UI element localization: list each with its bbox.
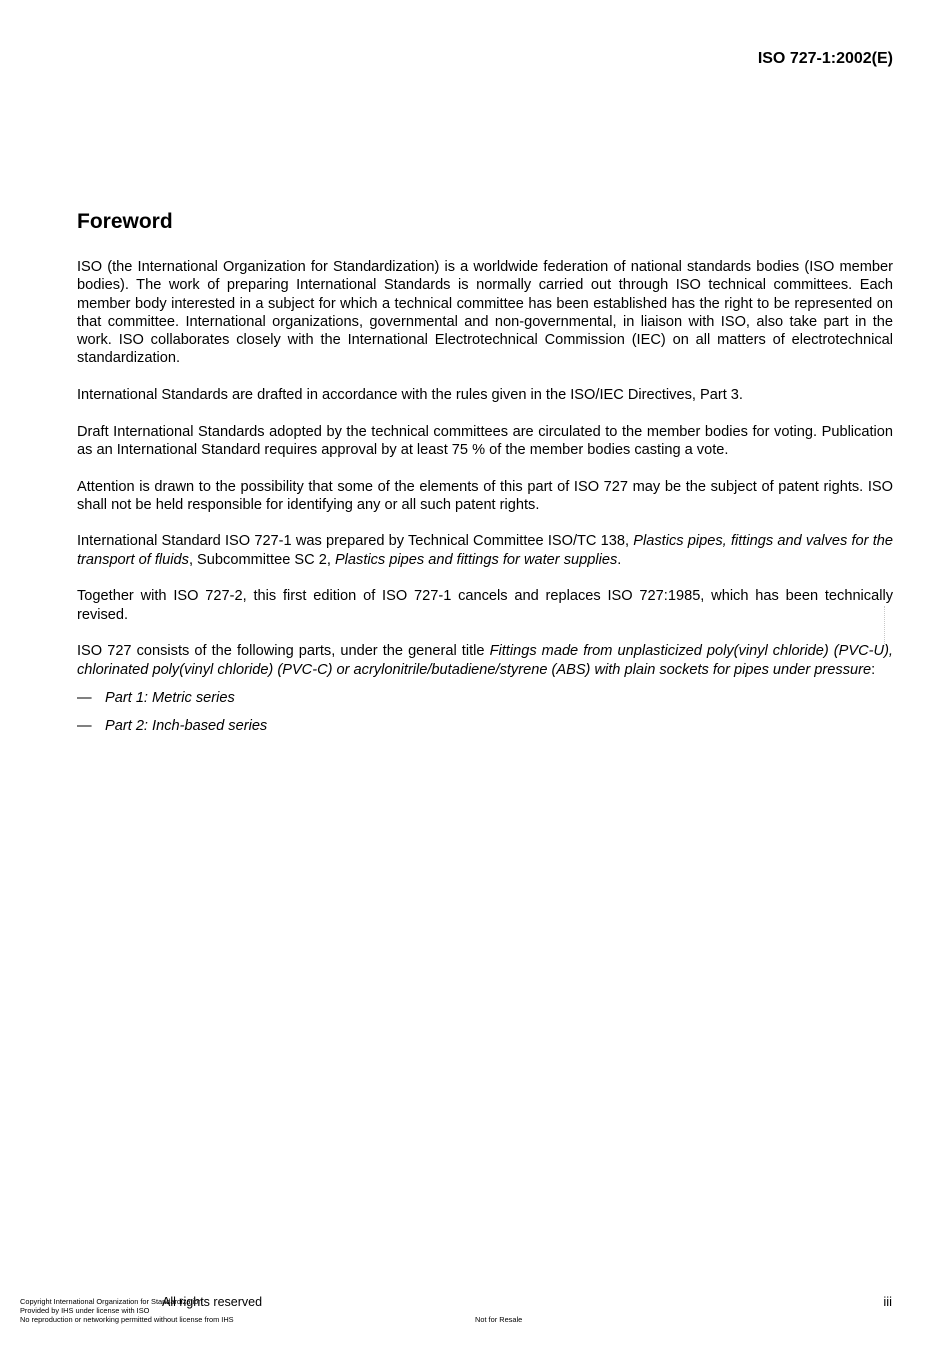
tc-text-e: .	[617, 551, 622, 568]
page-number: iii	[883, 1294, 892, 1309]
general-title-italic: Fittings made from unplasticized poly(vinyl chloride) (PVC-U), chlorinated poly(vinyl chloride) (PVC-C) or acrylonitrile/butadiene/styrene (ABS) with plain sockets for pipes under pressure	[77, 643, 893, 678]
sc-title-italic: Plastics pipes and fittings for water supplies	[334, 551, 618, 568]
parts-text-c: :	[871, 661, 876, 678]
paragraph-patent-rights: Attention is drawn to the possibility that some of the elements of this part of ISO 727 may be the subject of patent rights. ISO shall not be held responsible for identifying any or all such patent rights.	[77, 478, 893, 513]
tc-text-a: International Standard ISO 727-1 was prepared by Technical Committee ISO/TC 138,	[77, 533, 634, 550]
paragraph-parts	[77, 642, 893, 679]
list-item	[77, 689, 893, 707]
paragraph-iso-intro: ISO (the International Organization for Standardization) is a worldwide federation of national standards bodies (ISO member bodies). The work of preparing International Standards is normally carried out through ISO technical committees. Each member body interested in a subject for which a technical committee has been established has the right to be represented on that committee. International organizations, governmental and non-governmental, in liaison with ISO, also take part in the work. ISO collaborates closely with the International Electrotechnical Commission (IEC) on all matters of electrotechnical standardization.	[77, 259, 893, 367]
copyright-line-3: No reproduction or networking permitted without license from IHS	[20, 1315, 234, 1324]
paragraph-technical-committee	[77, 532, 893, 569]
part-2-label: Part 2: Inch-based series	[105, 718, 268, 735]
page-title: Foreword	[77, 210, 173, 233]
copyright-line-1: Copyright International Organization for Standardization	[20, 1297, 203, 1306]
paragraph-directives: International Standards are drafted in accordance with the rules given in the ISO/IEC Directives, Part 3.	[77, 387, 743, 404]
copyright-line-2: Provided by IHS under license with ISO	[20, 1306, 150, 1315]
document-id: ISO 727-1:2002(E)	[757, 50, 893, 67]
rights-reserved: All rights reserved	[162, 1295, 263, 1309]
list-item	[77, 717, 893, 735]
paragraph-draft-standards: Draft International Standards adopted by the technical committees are circulated to the member bodies for voting. Publication as an International Standard requires approval by at least 75 % of the member bodies casting a vote.	[77, 423, 893, 458]
not-for-resale: Not for Resale	[475, 1315, 523, 1324]
margin-dots-decoration	[884, 606, 886, 646]
list-dash: —	[77, 718, 92, 735]
paragraph-edition: Together with ISO 727-2, this first edition of ISO 727-1 cancels and replaces ISO 727:1985, which has been technically revised.	[77, 588, 893, 623]
list-dash: —	[77, 689, 92, 706]
parts-text-a: ISO 727 consists of the following parts, under the general title	[77, 643, 490, 660]
tc-text-c: , Subcommittee SC 2,	[188, 551, 335, 568]
tc-title-italic: Plastics pipes, fittings and valves for the transport of fluids	[77, 533, 893, 568]
foreword-body	[77, 258, 893, 745]
copyright-notice	[20, 1297, 234, 1324]
part-1-label: Part 1: Metric series	[105, 689, 235, 706]
